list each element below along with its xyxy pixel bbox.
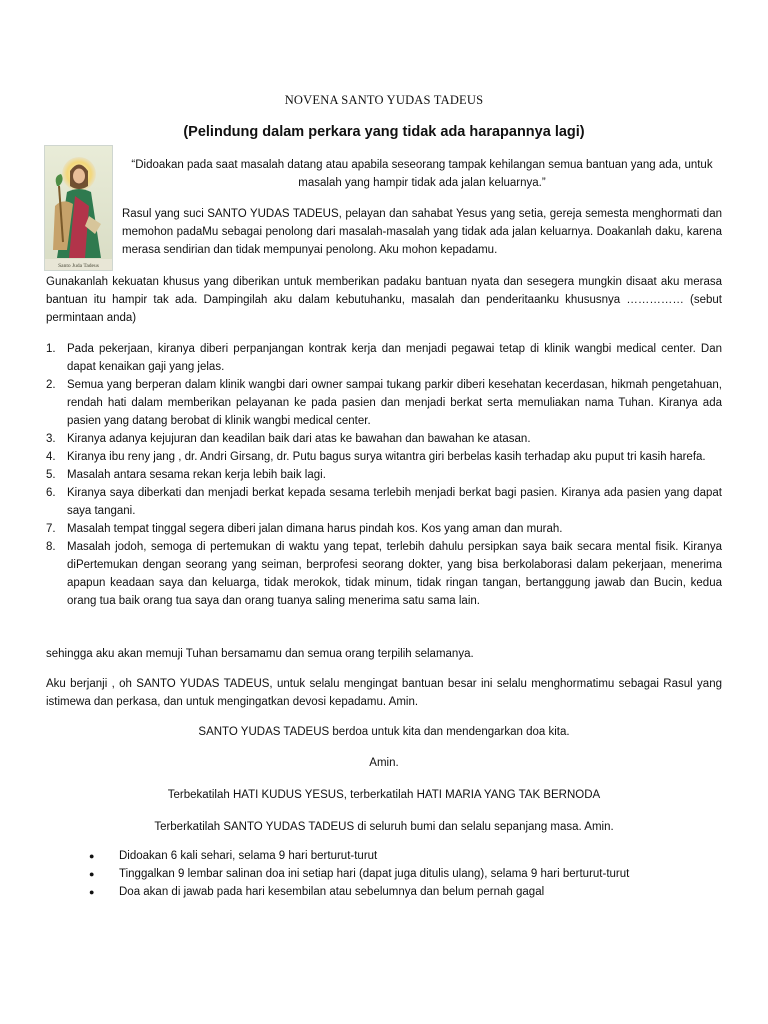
list-item	[89, 865, 729, 883]
invocation-quote: “Didoakan pada saat masalah datang atau apabila seseorang tampak kehilangan semua bantuan yang ada, untuk masalah yang hampir tidak ada jalan keluarnya.”	[131, 159, 713, 189]
item-number: 1.	[46, 343, 56, 355]
list-item	[89, 883, 729, 901]
item-number: 5.	[46, 469, 56, 481]
praise-paragraph: sehingga aku akan memuji Tuhan bersamamu dan semua orang terpilih selamanya.	[46, 648, 474, 660]
list-item	[46, 376, 722, 430]
bullet-text: Didoakan 6 kali sehari, selama 9 hari berturut-turut	[119, 850, 378, 862]
item-text: Kiranya saya diberkati dan menjadi berkat kepada sesama terlebih menjadi berkat bagi pasien. Kiranya ada pasien yang dapat saya tangani.	[67, 487, 722, 517]
image-caption: Santo Juda Tadeus	[58, 263, 99, 269]
bullet-icon: ●	[89, 869, 95, 879]
list-item	[46, 430, 722, 448]
list-item	[46, 520, 722, 538]
list-item	[46, 466, 722, 484]
closing-prayer: SANTO YUDAS TADEUS berdoa untuk kita dan mendengarkan doa kita.	[198, 726, 570, 738]
item-number: 4.	[46, 451, 56, 463]
closing-blessing-saint: Terberkatilah SANTO YUDAS TADEUS di seluruh bumi dan selalu sepanjang masa. Amin.	[154, 821, 614, 833]
item-text: Masalah antara sesama rekan kerja lebih baik lagi.	[67, 469, 326, 481]
promise-paragraph: Aku berjanji , oh SANTO YUDAS TADEUS, untuk selalu mengingat bantuan besar ini selalu menghormatimu sebagai Rasul yang istimewa dan perkasa, dan untuk mengingatkan devosi kepadamu. Amin.	[46, 678, 722, 708]
request-paragraph: Gunakanlah kekuatan khusus yang diberikan untuk memberikan padaku bantuan nyata dan sesegera mungkin disaat aku merasa bantuan itu hampir tak ada. Dampingilah aku dalam kebutuhanku, masalah dan penderitaanku khususnya …………… (sebut permintaan anda)	[46, 276, 722, 324]
closing-blessing-hearts: Terbekatilah HATI KUDUS YESUS, terberkatilah HATI MARIA YANG TAK BERNODA	[167, 789, 601, 801]
bullet-text: Tinggalkan 9 lembar salinan doa ini setiap hari (dapat juga ditulis ulang), selama 9 hari berturut-turut	[119, 868, 630, 880]
list-item	[46, 538, 722, 610]
saint-image-graphic	[45, 146, 112, 270]
list-item	[46, 448, 722, 466]
list-item	[89, 847, 729, 865]
bullet-text: Doa akan di jawab pada hari kesembilan atau sebelumnya dan belum pernah gagal	[119, 886, 545, 898]
closing-amen: Amin.	[369, 757, 399, 769]
item-text: Pada pekerjaan, kiranya diberi perpanjangan kontrak kerja dan menjadi pegawai tetap di klinik wangbi medical center. Dan dapat kenaikan gaji yang jelas.	[67, 343, 722, 373]
item-text: Masalah tempat tinggal segera diberi jalan dimana harus pindah kos. Kos yang aman dan murah.	[67, 523, 563, 535]
intro-paragraph: Rasul yang suci SANTO YUDAS TADEUS, pelayan dan sahabat Yesus yang setia, gereja semesta menghormati dan memohon padaMu sebagai penolong dari masalah-masalah yang tidak ada jalan keluarnya. Doakanlah daku, karena merasa sendirian dan tidak mempunyai penolong. Aku mohon kepadamu.	[122, 208, 722, 256]
item-text: Semua yang berperan dalam klinik wangbi dari owner sampai tukang parkir diberi kesehatan kecerdasan, hikmah pengetahuan, rendah hati dalam memberikan pelayanan ke pada pasien dan menjadi berkat serta memuliakan nama Tuhan. Kiranya ada pasien yang datang berobat di klinik wangbi medical center.	[67, 379, 722, 427]
bullet-icon: ●	[89, 887, 95, 897]
list-item	[46, 484, 722, 520]
item-text: Kiranya ibu reny jang , dr. Andri Girsang, dr. Putu bagus surya witantra giri berbelas kasih terhadap aku puput tri kasih harefa.	[67, 451, 706, 463]
item-number: 7.	[46, 523, 56, 535]
item-number: 3.	[46, 433, 56, 445]
item-text: Masalah jodoh, semoga di pertemukan di waktu yang tepat, terlebih dahulu persipkan saya baik secara mental fisik. Kiranya diPertemukan dengan seorang yang seiman, berprofesi seorang dokter, yang bisa berkolaborasi dalam pekerjaan, menerima apapun keadaan saya dan keluarga, tidak merokok, tidak minum, tidak ringan tangan, bertanggung jawab dan Bucin, kedua orang tua baik orang tua saya dan orang tuanya saling menerima satu sama lain.	[67, 541, 722, 607]
list-item	[46, 340, 722, 376]
item-text: Kiranya adanya kejujuran dan keadilan baik dari atas ke bawahan dan bawahan ke atasan.	[67, 433, 531, 445]
item-number: 6.	[46, 487, 56, 499]
document-title: NOVENA SANTO YUDAS TADEUS	[284, 93, 484, 107]
document-subtitle: (Pelindung dalam perkara yang tidak ada harapannya lagi)	[183, 124, 585, 140]
bullet-icon: ●	[89, 851, 95, 861]
instructions-list	[89, 847, 729, 901]
item-number: 2.	[46, 379, 56, 391]
saint-jude-picture-icon	[44, 145, 113, 271]
intentions-list	[46, 340, 722, 610]
item-number: 8.	[46, 541, 56, 553]
